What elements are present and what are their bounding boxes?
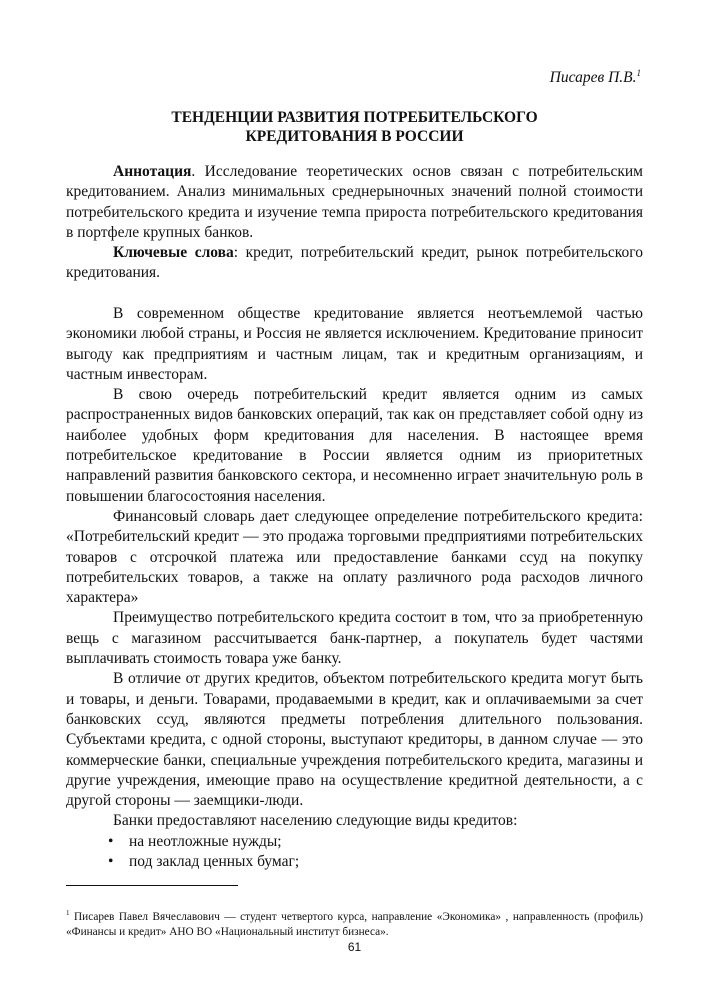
author-footnote-mark: 1	[636, 68, 641, 78]
page-title	[66, 108, 643, 146]
footnote	[66, 906, 643, 940]
bullet-icon: •	[108, 832, 114, 850]
title-line-2: КРЕДИТОВАНИЯ В РОССИИ	[245, 128, 464, 145]
paragraph: В свою очередь потребительский кредит является одним из самых распространенных видов банковских операций, так как он представляет собой одну из наиболее удобных форм кредитования для населения. В настоящее время потребительское кредитование в России является одним из приоритетных направлений развития банковского сектора, и несомненно играет значительную роль в повышении благосостояния населения.	[66, 386, 643, 505]
footnote-text: Писарев Павел Вячеславович — студент четвертого курса, направление «Экономика» , направленность (профиль) «Финансы и кредит» АНО ВО «Национальный институт бизнеса».	[66, 910, 643, 938]
list-item-text: под заклад ценных бумаг;	[129, 853, 300, 871]
bullet-icon: •	[108, 853, 114, 871]
abstract-text: . Исследование теоретических основ связан с потребительским кредитованием. Анализ минимальных среднерыночных значений полной стоимости потребительского кредита и изучение темпа прироста потребительского кредитования в портфеле крупных банков.	[66, 163, 643, 241]
main-text	[66, 304, 643, 872]
paragraph: Преимущество потребительского кредита состоит в том, что за приобретенную вещь с магазином рассчитывается банк-партнер, а покупатель будет частями выплачивать стоимость товара уже банку.	[66, 609, 643, 668]
paragraph: В современном обществе кредитование является неотъемлемой частью экономики любой страны, и Россия не является исключением. Кредитование приносит выгоду как предприятиям и частным лицам, так и кредитным организациям, и частным инвесторам.	[66, 305, 643, 383]
footnote-mark: 1	[66, 909, 70, 917]
list-item-text: на неотложные нужды;	[129, 832, 282, 850]
author-name	[550, 68, 641, 87]
footnote-divider	[66, 885, 238, 886]
bullet-list	[66, 832, 643, 873]
abstract-label: Аннотация	[113, 163, 192, 180]
author-name-text: Писарев П.В.	[549, 69, 637, 87]
list-item	[66, 832, 643, 852]
paragraph: Банки предоставляют населению следующие виды кредитов:	[113, 812, 518, 830]
keywords-paragraph	[66, 243, 643, 284]
page-number: 61	[347, 940, 362, 954]
abstract-paragraph	[66, 162, 643, 243]
paragraph: В отличие от других кредитов, объектом потребительского кредита могут быть и товары, и деньги. Товарами, продаваемыми в кредит, как и оплачиваемыми за счет банковских ссуд, являются предметы потребления длительного пользования. Субъектами кредита, с одной стороны, выступают кредиторы, в данном случае — это коммерческие банки, специальные учреждения потребительского кредита, магазины и другие учреждения, имеющие право на осуществление кредитной деятельности, а с другой стороны — заемщики-люди.	[66, 670, 643, 810]
title-line-1: ТЕНДЕНЦИИ РАЗВИТИЯ ПОТРЕБИТЕЛЬСКОГО	[171, 109, 538, 126]
list-item	[66, 852, 643, 872]
paragraph: Финансовый словарь дает следующее определение потребительского кредита: «Потребительский кредит — это продажа торговыми предприятиями потребительских товаров с отсрочкой платежа или предоставление банками ссуд на покупку потребительских товаров, а также на оплату различного рода расходов личного характера»	[66, 507, 643, 607]
keywords-label: Ключевые слова	[113, 244, 234, 262]
abstract-section	[66, 162, 643, 284]
keywords-text: : кредит, потребительский кредит, рынок потребительского кредитования.	[66, 244, 643, 282]
